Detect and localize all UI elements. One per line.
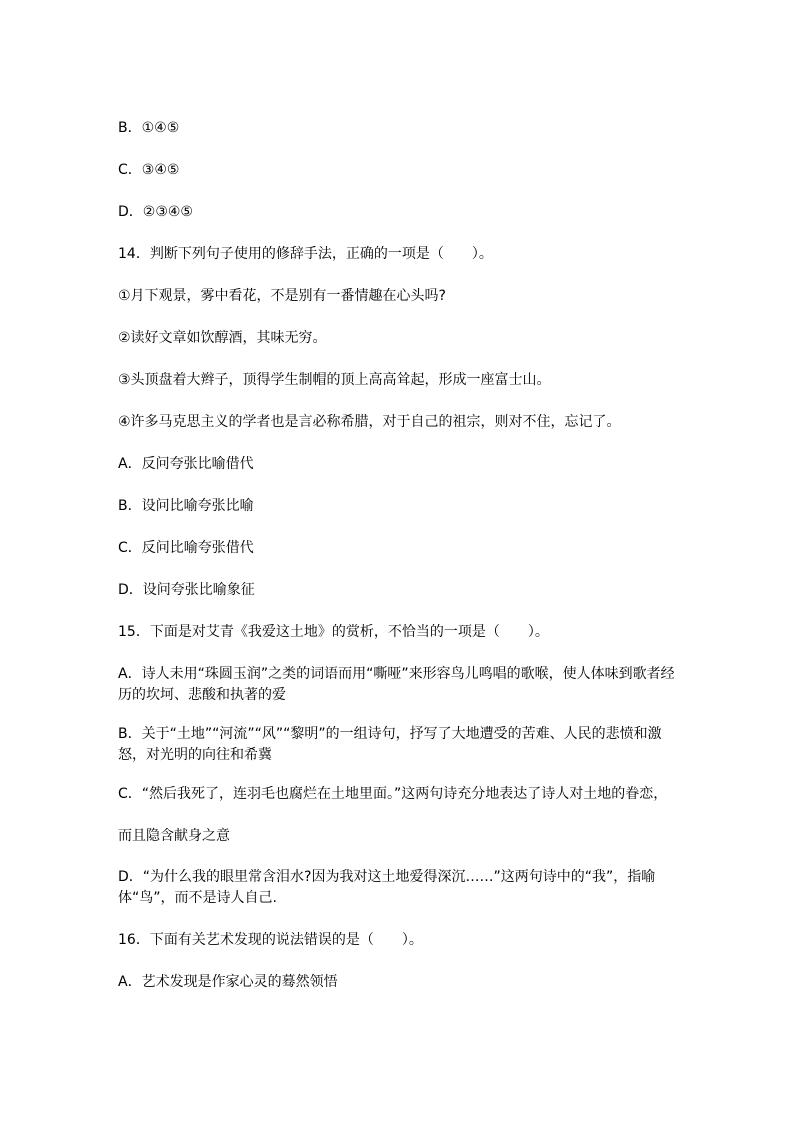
q15-option-c-continued: 而且隐含献身之意 bbox=[118, 828, 230, 844]
q15-option-d: D．“为什么我的眼里常含泪水?因为我对这土地爱得深沉……”这两句诗中的“我”，指喻体“鸟”，而不是诗人自己. bbox=[118, 869, 656, 906]
q14-option-a: A．反问夸张比喻借代 bbox=[118, 456, 254, 472]
q14-option-d: D．设问夸张比喻象征 bbox=[118, 582, 255, 598]
q14-sentence-3: ③头顶盘着大辫子，顶得学生制帽的顶上高高耸起，形成一座富士山。 bbox=[118, 372, 551, 388]
q14-sentence-2: ②读好文章如饮醇酒，其味无穷。 bbox=[118, 330, 327, 346]
q13-option-b: B．①④⑤ bbox=[118, 120, 180, 136]
q14-sentence-4: ④许多马克思主义的学者也是言必称希腊，对于自己的祖宗，则对不住，忘记了。 bbox=[118, 414, 621, 430]
q15-stem: 15．下面是对艾青《我爱这土地》的赏析，不恰当的一项是（ ）。 bbox=[118, 624, 549, 640]
q14-stem: 14．判断下列句子使用的修辞手法，正确的一项是（ ）。 bbox=[118, 246, 493, 262]
q15-option-a: A．诗人未用“珠圆玉润”之类的词语而用“嘶哑”来形容鸟儿鸣唱的歌喉，使人体味到歌者经历的坎坷、悲酸和执著的爱 bbox=[118, 666, 675, 703]
q14-sentence-1: ①月下观景，雾中看花，不是别有一番情趣在心头吗? bbox=[118, 288, 446, 304]
q14-option-c: C．反问比喻夸张借代 bbox=[118, 540, 254, 556]
q13-option-c: C．③④⑤ bbox=[118, 162, 180, 178]
q15-option-c: C．“然后我死了，连羽毛也腐烂在土地里面。”这两句诗充分地表达了诗人对土地的眷恋， bbox=[118, 786, 668, 802]
q14-option-b: B．设问比喻夸张比喻 bbox=[118, 498, 254, 514]
q15-option-b: B．关于“土地”“河流”“风”“黎明”的一组诗句，抒写了大地遭受的苦难、人民的悲愤和激怒，对光明的向往和希冀 bbox=[118, 726, 662, 763]
q16-option-a: A．艺术发现是作家心灵的蓦然领悟 bbox=[118, 974, 338, 990]
q13-option-d: D．②③④⑤ bbox=[118, 204, 193, 220]
q16-stem: 16．下面有关艺术发现的说法错误的是（ ）。 bbox=[118, 932, 423, 948]
